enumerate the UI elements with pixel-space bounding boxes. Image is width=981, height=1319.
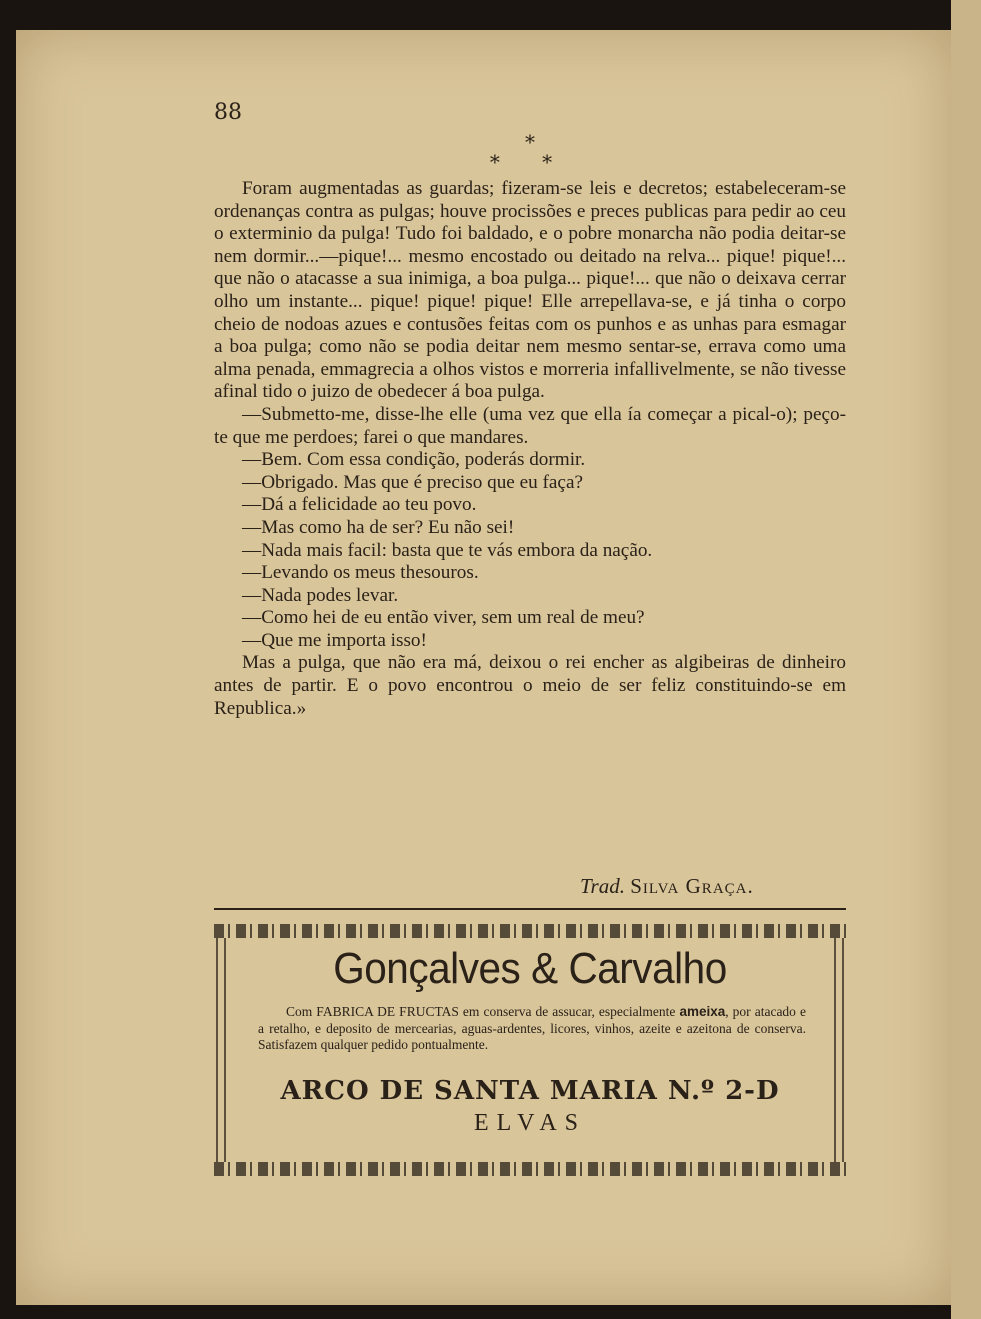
divider-bottom: * *	[489, 150, 571, 174]
paragraph: Mas a pulga, que não era má, deixou o rei encher as algibeiras de dinheiro antes de partir. E o povo encontrou o meio de ser feliz constituindo-se em Republica.»	[214, 652, 846, 719]
paragraph: —Dá a felicidade ao teu povo.	[242, 494, 477, 516]
desc-part1: Com FABRICA DE FRUCTAS em conserva de assucar, especialmente	[286, 1004, 680, 1019]
ad-address: ARCO DE SANTA MARIA N.º 2-D	[280, 1076, 780, 1106]
translator-name: Silva Graça.	[630, 874, 754, 898]
page-number: 88	[214, 100, 242, 125]
paragraph: —Submetto-me, disse-lhe elle (uma vez que ella ía começar a pical-o); peço-te que me perdoes; farei o que mandares.	[214, 403, 846, 448]
section-divider	[470, 132, 590, 172]
ornamental-border-right	[834, 938, 844, 1162]
paragraph: —Nada podes levar.	[242, 584, 399, 606]
paragraph: —Nada mais facil: basta que te vás embora da nação.	[242, 539, 653, 561]
ornamental-border-bottom	[214, 1162, 846, 1176]
horizontal-rule	[214, 908, 846, 910]
advertisement	[214, 924, 846, 1176]
paragraph: —Levando os meus thesouros.	[242, 562, 479, 584]
paragraph: —Como hei de eu então viver, sem um real de meu?	[242, 607, 645, 629]
paragraph: —Bem. Com essa condição, poderás dormir.	[242, 449, 586, 471]
ornamental-border-top	[214, 924, 846, 938]
trad-label: Trad.	[580, 874, 625, 898]
ad-city: ELVAS	[473, 1110, 587, 1136]
ad-description	[258, 1004, 806, 1054]
paragraph: —Obrigado. Mas que é preciso que eu faça?	[242, 471, 583, 493]
paragraph: Foram augmentadas as guardas; fizeram-se leis e decretos; estabeleceram-se ordenanças contra as pulgas; houve procissões e preces publicas para pedir ao ceu o exterminio da pulga! Tudo foi baldado, e o pobre monarcha não podia deitar-se nem dormir...—pique!... mesmo encostado ou deitado na relva... pique! pique!... que não o atacasse a sua inimiga, a boa pulga... pique!... que não o deixava cerrar olho um instante... pique! pique! pique! Elle arrepellava-se, e já tinha o corpo cheio de nodoas azues e contusões feitas com os punhos e as unhas para esmagar a boa pulga; como não se podia deitar nem mesmo sentar-se, errava como uma alma penada, emmagrecia a olhos vistos e morreria infallivelmente, se não tivesse afinal tido o juizo de obedecer á boa pulga.	[214, 178, 846, 403]
desc-part2: , por atacado e a retalho, e deposito de mercearias, aguas-ardentes, licores, vinhos, azeite e azeitona de conserva. Satisfazem qualquer pedido pontualmente.	[258, 1004, 806, 1052]
divider-top: *	[525, 130, 535, 154]
desc-bold: ameixa	[679, 1004, 726, 1019]
page-edge	[951, 0, 981, 1319]
paragraph: —Que me importa isso!	[242, 629, 427, 651]
ornamental-border-left	[216, 938, 226, 1162]
company-name: Gonçalves & Carvalho	[333, 944, 727, 993]
paragraph: —Mas como ha de ser? Eu não sei!	[242, 516, 515, 538]
translator-signature	[580, 874, 754, 899]
story-text	[214, 178, 846, 720]
